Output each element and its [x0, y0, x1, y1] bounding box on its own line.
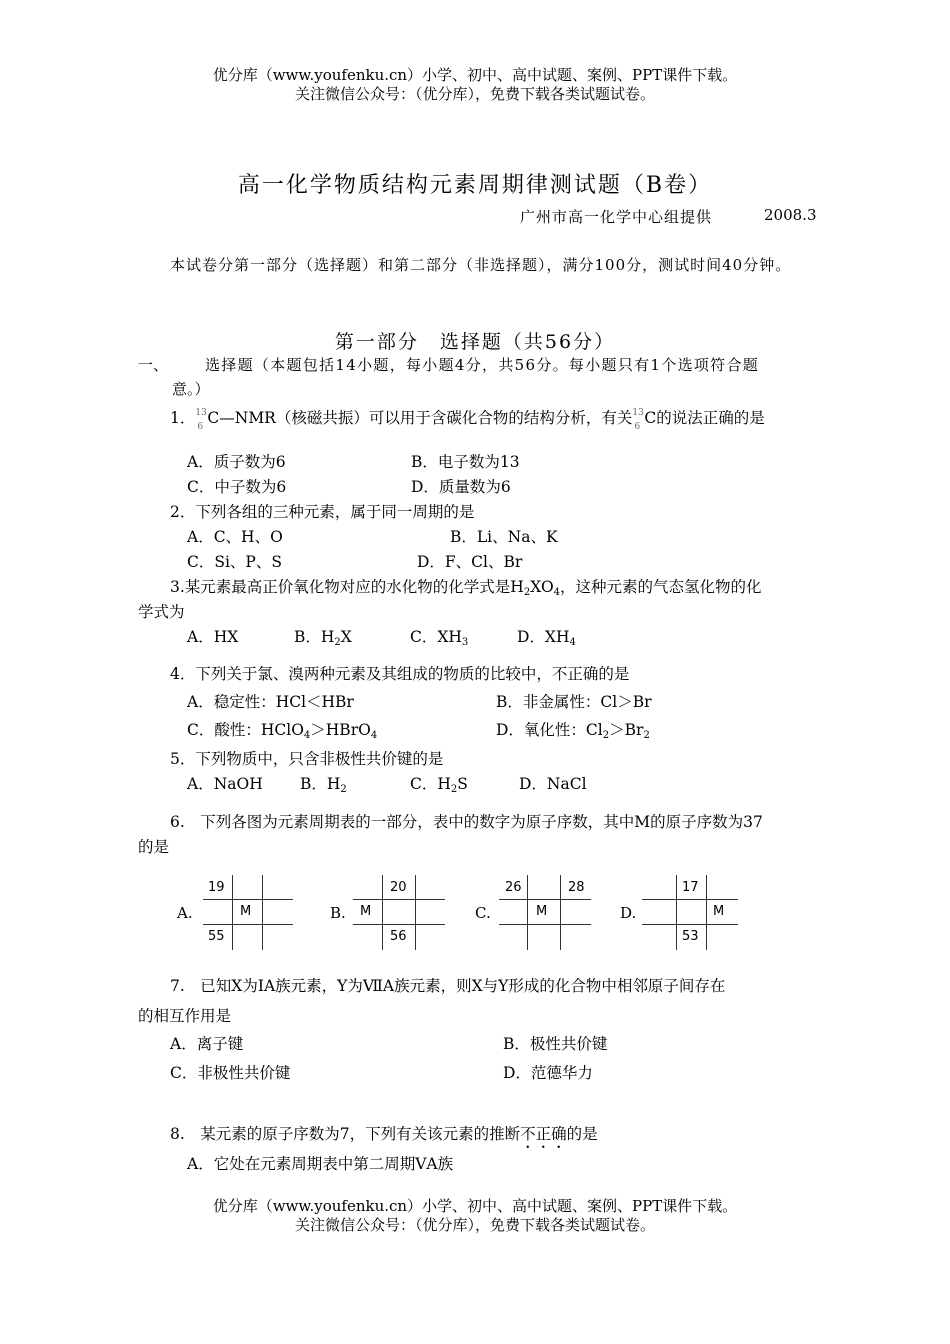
q1-option-b[interactable]: B．电子数为13 [411, 453, 520, 471]
grid-line [262, 875, 263, 950]
q7-option-a[interactable]: A．离子键 [170, 1035, 244, 1053]
q6-table-b-bottom: 56 [390, 929, 407, 944]
q6-table-b-top: 20 [390, 880, 407, 895]
question-1-number: 1． [170, 409, 196, 427]
grid-line [382, 875, 383, 950]
q6-table-a-bottom: 55 [208, 929, 225, 944]
q4-option-c-subscript: 4 [303, 730, 311, 741]
grid-line [642, 899, 738, 900]
question-1-part-1: —NMR（核磁共振）可以用于含碳化合物的结构分析，有关 [219, 409, 633, 427]
isotope-notation [195, 405, 207, 432]
q4-option-d-subscript: 2 [643, 730, 650, 741]
q5-option-c-subscript: 2 [450, 784, 458, 795]
q8-option-a[interactable]: A．它处在元素周期表中第二周期ⅤA族 [187, 1155, 454, 1173]
q6-table-a-top: 19 [208, 880, 225, 895]
q4-option-c-text: C．酸性：HClO [187, 721, 304, 739]
question-7-stem-line-2: 的相互作用是 [138, 1007, 232, 1025]
q3-option-b-subscript: 2 [334, 637, 341, 648]
isotope-symbol: C [207, 409, 220, 427]
section-number: 一、 [138, 356, 169, 374]
question-3-stem-part-c: ，这种元素的气态氢化物的化 [560, 578, 762, 596]
q6-table-a-m: M [240, 904, 252, 919]
grid-line [203, 924, 293, 925]
grid-line [353, 899, 445, 900]
q1-option-a[interactable]: A．质子数为6 [187, 453, 286, 471]
q6-table-c-top-right: 28 [568, 880, 585, 895]
question-3-stem-part-b: XO [530, 578, 554, 596]
q4-option-d-text: ＞Br [609, 721, 644, 739]
grid-line [642, 924, 738, 925]
q3-option-b-text: B．H [294, 628, 335, 646]
question-1-stem [170, 405, 765, 432]
question-3-stem-line-2: 学式为 [138, 603, 185, 621]
provider: 广州市高一化学中心组提供 [520, 208, 713, 226]
grid-line [415, 875, 416, 950]
q3-option-c-subscript: 3 [461, 637, 469, 648]
grid-line [353, 924, 445, 925]
q3-option-b[interactable] [294, 627, 352, 647]
question-5-stem: 5．下列物质中，只含非极性共价键的是 [170, 750, 444, 768]
q5-option-c[interactable] [410, 774, 468, 794]
q1-option-c[interactable]: C．中子数为6 [187, 478, 287, 496]
q6-table-c-m: M [536, 904, 548, 919]
q4-option-c-text: ＞HBrO [310, 721, 371, 739]
date: 2008.3 [764, 206, 817, 224]
question-2-stem: 2．下列各组的三种元素，属于同一周期的是 [170, 503, 475, 521]
q5-option-b-subscript: 2 [340, 784, 347, 795]
q5-option-c-end: S [457, 775, 468, 793]
q3-option-d-text: D．XH [517, 628, 570, 646]
q3-option-d[interactable] [517, 627, 576, 647]
q3-option-b-end: X [340, 628, 352, 646]
question-3-stem [170, 577, 762, 597]
q2-option-b[interactable]: B．Li、Na、K [450, 528, 558, 546]
q5-option-b[interactable] [300, 774, 347, 794]
q4-option-b[interactable]: B．非金属性：Cl＞Br [496, 693, 652, 711]
section-text-1: 选择题（本题包括14小题，每小题4分，共56分。每小题只有1个选项符合题 [205, 356, 760, 374]
grid-line [203, 899, 293, 900]
q6-table-c[interactable] [472, 875, 607, 950]
q5-option-d[interactable]: D．NaCl [519, 775, 587, 793]
q6-table-b[interactable] [325, 875, 460, 950]
q4-option-c[interactable] [187, 720, 377, 740]
part1-title: 第一部分 选择题（共56分） [334, 331, 616, 353]
grid-line [527, 875, 528, 950]
q2-option-c[interactable]: C．Si、P、S [187, 553, 282, 571]
header-line-1: 优分库（www.youfenku.cn）小学、初中、高中试题、案例、PPT课件下载。 [212, 66, 738, 84]
q6-table-d-top: 17 [682, 880, 699, 895]
isotope-symbol: C [644, 409, 657, 427]
question-7-stem: 7. 已知X为ⅠA族元素，Y为ⅦA族元素，则X与Y形成的化合物中相邻原子间存在 [170, 977, 726, 995]
q4-option-d-text: D．氧化性：Cl [496, 721, 603, 739]
question-8-emphasis: 不正确 [520, 1125, 567, 1143]
isotope-notation [632, 405, 644, 432]
q6-table-a-label: A. [177, 904, 193, 922]
q6-table-d-bottom: 53 [682, 929, 699, 944]
q6-table-d-m: M [713, 904, 725, 919]
isotope-mass: 13 [632, 408, 644, 418]
q3-option-c-text: C．XH [410, 628, 462, 646]
grid-line [706, 875, 707, 950]
q4-option-a[interactable]: A．稳定性：HCl＜HBr [187, 693, 354, 711]
q3-option-a[interactable]: A．HX [187, 628, 239, 646]
q6-table-d-label: D. [620, 904, 637, 922]
q6-table-b-label: B. [330, 904, 346, 922]
grid-line [499, 899, 591, 900]
isotope-atomic-number: 6 [634, 422, 641, 432]
q7-option-b[interactable]: B．极性共价键 [503, 1035, 608, 1053]
q7-option-d[interactable]: D．范德华力 [503, 1064, 593, 1082]
question-3-stem-subscript: 2 [523, 587, 531, 598]
q1-option-d[interactable]: D．质量数为6 [411, 478, 511, 496]
grid-line [232, 875, 233, 950]
question-3-stem-part-a: 3.某元素最高正价氧化物对应的水化物的化学式是H [170, 578, 524, 596]
q4-option-d-subscript: 2 [602, 730, 610, 741]
section-text-2: 意。） [172, 380, 210, 398]
q4-option-d[interactable] [496, 720, 650, 740]
header-line-2: 关注微信公众号：（优分库），免费下载各类试题试卷。 [294, 85, 655, 103]
q6-table-d[interactable] [620, 875, 755, 950]
question-6-stem: 6. 下列各图为元素周期表的一部分，表中的数字为原子序数，其中M的原子序数为37 [170, 813, 763, 831]
isotope-atomic-number: 6 [197, 422, 204, 432]
q2-option-d[interactable]: D．F、Cl、Br [417, 553, 523, 571]
q5-option-c-text: C．H [410, 775, 451, 793]
q6-table-c-top-left: 26 [505, 880, 522, 895]
question-1-part-2: 的说法正确的是 [656, 409, 765, 427]
grid-line [499, 924, 591, 925]
q4-option-c-subscript: 4 [370, 730, 378, 741]
footer-line-2: 关注微信公众号：（优分库），免费下载各类试题试卷。 [294, 1216, 655, 1234]
question-4-stem: 4．下列关于氯、溴两种元素及其组成的物质的比较中，不正确的是 [170, 665, 630, 683]
q2-option-a[interactable]: A．C、H、O [187, 528, 283, 546]
footer-line-1: 优分库（www.youfenku.cn）小学、初中、高中试题、案例、PPT课件下载。 [212, 1197, 738, 1215]
q5-option-b-text: B．H [300, 775, 341, 793]
question-8-stem [170, 1124, 598, 1152]
q6-table-a[interactable] [170, 875, 305, 950]
q6-table-c-label: C. [475, 904, 491, 922]
grid-line [560, 875, 561, 950]
question-3-stem-subscript: 4 [553, 587, 561, 598]
question-8-stem-part-a: 8. 某元素的原子序数为7，下列有关该元素的推断 [170, 1125, 521, 1143]
q3-option-c[interactable] [410, 627, 468, 647]
q5-option-a[interactable]: A．NaOH [187, 775, 263, 793]
q6-table-b-m: M [360, 904, 372, 919]
isotope-mass: 13 [195, 408, 207, 418]
q3-option-d-subscript: 4 [569, 637, 576, 648]
question-6-stem-line-2: 的是 [138, 838, 170, 856]
page-title: 高一化学物质结构元素周期律测试题（B卷） [237, 173, 713, 198]
grid-line [676, 875, 677, 950]
intro-text: 本试卷分第一部分（选择题）和第二部分（非选择题），满分100分，测试时间40分钟。 [170, 256, 792, 274]
question-8-stem-part-b: 的是 [566, 1125, 598, 1143]
q7-option-c[interactable]: C．非极性共价键 [170, 1064, 291, 1082]
